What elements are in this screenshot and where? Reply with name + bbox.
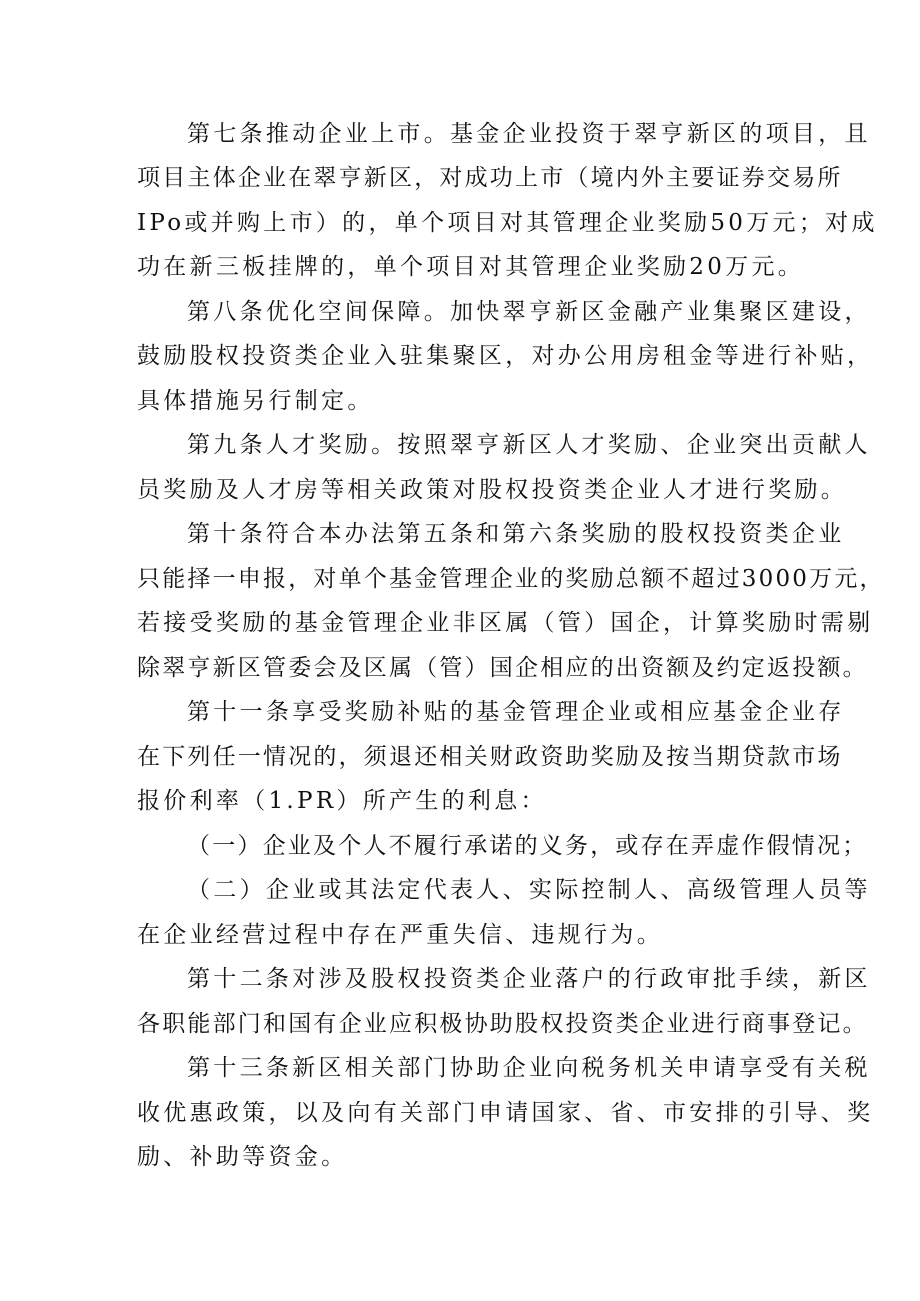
article-12-line-1: 第十二条对涉及股权投资类企业落户的行政审批手续，新区 bbox=[187, 966, 871, 992]
article-7-line-3: IPo或并购上市）的，单个项目对其管理企业奖励50万元；对成 bbox=[137, 210, 878, 236]
article-8-line-1: 第八条优化空间保障。加快翠亨新区金融产业集聚区建设， bbox=[187, 299, 871, 325]
article-12-line-2: 各职能部门和国有企业应积极协助股权投资类企业进行商事登记。 bbox=[137, 1011, 868, 1037]
article-8-line-3: 具体措施另行制定。 bbox=[137, 388, 374, 414]
article-9-line-2: 员奖励及人才房等相关政策对股权投资类企业人才进行奖励。 bbox=[137, 477, 848, 503]
article-13-line-3: 励、补助等资金。 bbox=[137, 1144, 348, 1170]
article-11-item-2-line-2: 在企业经营过程中存在严重失信、违规行为。 bbox=[137, 922, 663, 948]
article-7-line-2: 项目主体企业在翠亨新区，对成功上市（境内外主要证券交易所 bbox=[137, 165, 843, 191]
article-10-line-4: 除翠亨新区管委会及区属（管）国企相应的出资额及约定返投额。 bbox=[137, 655, 868, 681]
article-10-line-1: 第十条符合本办法第五条和第六条奖励的股权投资类企业 bbox=[187, 521, 845, 547]
article-11-item-2-line-1: （二）企业或其法定代表人、实际控制人、高级管理人员等 bbox=[187, 877, 871, 903]
article-10-line-3: 若接受奖励的基金管理企业非区属（管）国企，计算奖励时需剔 bbox=[137, 610, 874, 636]
article-11-line-3: 报价利率（1.PR）所产生的利息： bbox=[137, 788, 547, 814]
article-7-line-1: 第七条推动企业上市。基金企业投资于翠亨新区的项目，且 bbox=[187, 121, 871, 147]
article-13-line-2: 收优惠政策，以及向有关部门申请国家、省、市安排的引导、奖 bbox=[137, 1100, 874, 1126]
article-7-line-4: 功在新三板挂牌的，单个项目对其管理企业奖励20万元。 bbox=[137, 254, 805, 280]
article-9-line-1: 第九条人才奖励。按照翠亨新区人才奖励、企业突出贡献人 bbox=[187, 432, 871, 458]
article-11-item-1: （一）企业及个人不履行承诺的义务，或存在弄虚作假情况； bbox=[187, 833, 868, 859]
article-10-line-2: 只能择一申报，对单个基金管理企业的奖励总额不超过3000万元， bbox=[137, 566, 885, 592]
article-8-line-2: 鼓励股权投资类企业入驻集聚区，对办公用房租金等进行补贴， bbox=[137, 343, 874, 369]
article-13-line-1: 第十三条新区相关部门协助企业向税务机关申请享受有关税 bbox=[187, 1055, 871, 1081]
article-11-line-2: 在下列任一情况的，须退还相关财政资助奖励及按当期贷款市场 bbox=[137, 744, 843, 770]
article-11-line-1: 第十一条享受奖励补贴的基金管理企业或相应基金企业存 bbox=[187, 699, 845, 725]
